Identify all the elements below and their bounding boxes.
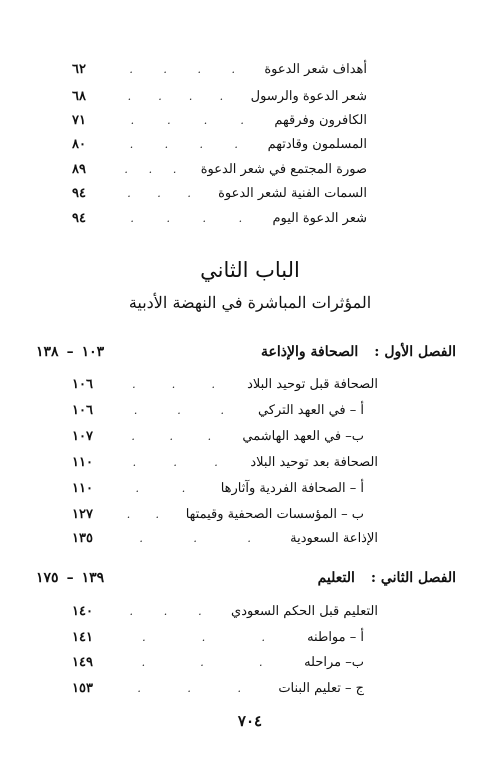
chapter-title: التعليم (317, 570, 355, 586)
toc-entry (72, 157, 367, 181)
toc-entry-page: ١٠٦ (72, 402, 93, 418)
toc-entry-page: ١٤٠ (72, 603, 93, 619)
toc-entry-label: المسلمون وقادتهم (267, 136, 367, 152)
chapter-label: الفصل الأول : (374, 344, 456, 360)
toc-entry-page: ١٥٣ (72, 680, 93, 696)
leader-dots: . . . (133, 403, 225, 417)
toc-entry-page: ٨٠ (72, 136, 86, 152)
toc-entry-page: ١٤١ (72, 629, 93, 645)
page-number: ٧٠٤ (237, 712, 263, 730)
range-end: ١٧٥ (36, 570, 59, 586)
leader-dots: . . . (139, 531, 251, 545)
leader-dots: . . . (142, 630, 265, 644)
toc-entry (72, 676, 364, 700)
toc-entry (72, 625, 364, 649)
toc-entry (72, 398, 364, 422)
range-separator: – (66, 570, 74, 586)
leader-dots: . . . (132, 455, 218, 469)
leader-dots: . . . . (130, 211, 243, 225)
toc-entry-page: ٦٨ (72, 88, 86, 104)
toc-entry-label: صورة المجتمع في شعر الدعوة (200, 161, 367, 177)
toc-entry-page: ١١٠ (72, 480, 93, 496)
leader-dots: . . . (137, 681, 242, 695)
leader-dots: . . (126, 507, 160, 521)
chapter-label: الفصل الثاني : (370, 570, 456, 586)
toc-entry (72, 57, 367, 81)
toc-entry-label: ب– في العهد الهاشمي (242, 428, 364, 444)
toc-entry (72, 372, 378, 396)
leader-dots: . . . (132, 377, 215, 391)
toc-entry-page: ٨٩ (72, 161, 86, 177)
toc-entry-page: ١٣٥ (72, 530, 93, 546)
leader-dots: . . . . (129, 137, 238, 151)
part-subtitle: المؤثرات المباشرة في النهضة الأدبية (128, 293, 372, 312)
leader-dots: . . . (124, 162, 177, 176)
toc-entry-label: الإذاعة السعودية (290, 530, 378, 546)
toc-entry-page: ٩٤ (72, 210, 86, 226)
range-end: ١٣٨ (36, 344, 59, 360)
leader-dots: . . (135, 481, 186, 495)
toc-entry-label: الصحافة بعد توحيد البلاد (250, 454, 378, 470)
toc-entry-label: ب– مراحله (304, 654, 364, 670)
toc-entry (72, 502, 364, 526)
leader-dots: . . . . (130, 113, 244, 127)
leader-dots: . . . . (127, 89, 224, 103)
range-start: ١٣٩ (81, 570, 105, 586)
toc-entry (72, 526, 378, 550)
chapter-title: الصحافة والإذاعة (261, 344, 359, 360)
chapter-heading (36, 565, 456, 591)
toc-entry-page: ٩٤ (72, 185, 86, 201)
toc-entry-page: ١٤٩ (72, 654, 93, 670)
toc-entry-label: الصحافة قبل توحيد البلاد (247, 376, 378, 392)
range-separator: – (66, 344, 74, 360)
toc-entry (72, 132, 367, 156)
toc-entry-page: ١٢٧ (72, 506, 93, 522)
leader-dots: . . . (127, 186, 191, 200)
range-start: ١٠٣ (81, 344, 105, 360)
toc-entry (72, 424, 364, 448)
toc-entry (72, 650, 364, 674)
toc-entry (72, 181, 367, 205)
toc-entry-label: التعليم قبل الحكم السعودي (231, 603, 378, 619)
toc-entry-label: ج – تعليم البنات (278, 680, 364, 696)
leader-dots: . . . (131, 429, 212, 443)
toc-entry-label: شعر الدعوة والرسول (250, 88, 367, 104)
leader-dots: . . . (129, 604, 202, 618)
part-title: الباب الثاني (200, 258, 300, 282)
toc-entry (72, 84, 367, 108)
chapter-page-range (36, 570, 104, 586)
toc-entry-label: ب – المؤسسات الصحفية وقيمتها (185, 506, 364, 522)
toc-entry (72, 206, 367, 230)
toc-entry (72, 108, 367, 132)
toc-entry-page: ١٠٦ (72, 376, 93, 392)
chapter-page-range (36, 344, 104, 360)
toc-entry-page: ١٠٧ (72, 428, 93, 444)
toc-entry-label: شعر الدعوة اليوم (272, 210, 367, 226)
toc-entry-label: أ – في العهد التركي (257, 402, 364, 418)
toc-entry-label: الكافرون وفرقهم (274, 112, 367, 128)
leader-dots: . . . . (129, 62, 236, 76)
toc-entry-page: ٧١ (72, 112, 86, 128)
toc-entry (72, 450, 378, 474)
toc-entry-label: السمات الفنية لشعر الدعوة (218, 185, 367, 201)
toc-entry-label: أهداف شعر الدعوة (264, 61, 367, 77)
toc-entry-page: ٦٢ (72, 61, 86, 77)
toc-entry (72, 476, 364, 500)
toc-entry (72, 599, 378, 623)
toc-entry-label: أ – مواطنه (307, 629, 364, 645)
chapter-heading (36, 339, 456, 365)
toc-entry-label: أ – الصحافة الفردية وآثارها (220, 480, 364, 496)
leader-dots: . . . (141, 655, 263, 669)
toc-entry-page: ١١٠ (72, 454, 93, 470)
